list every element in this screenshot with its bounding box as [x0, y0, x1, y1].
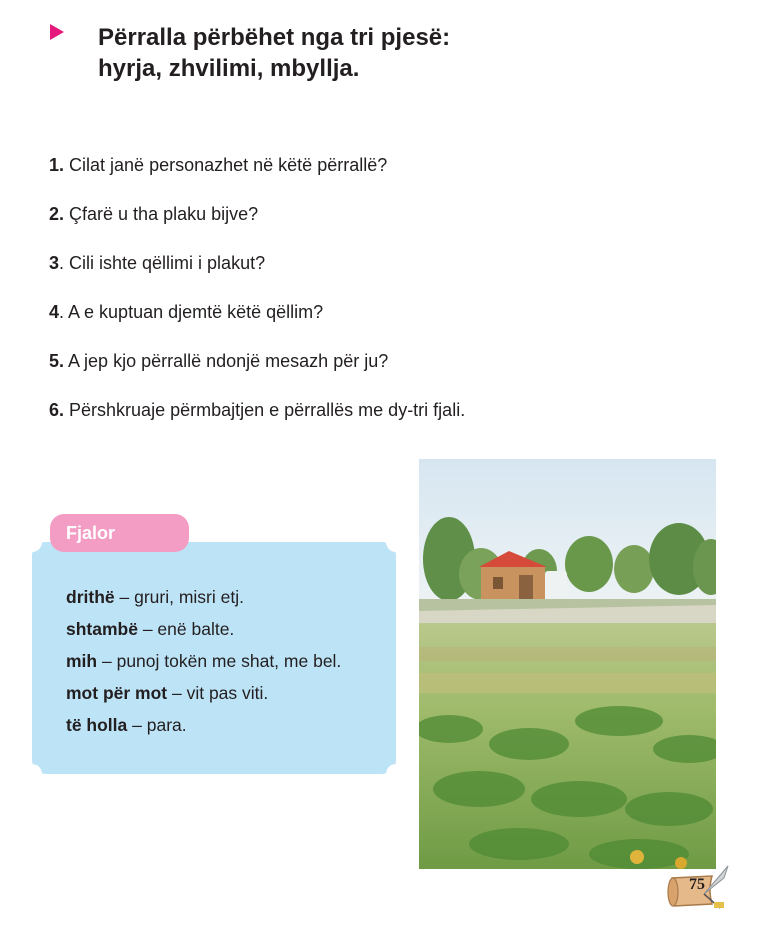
- glossary-entry: [66, 586, 341, 618]
- page-number: 75: [689, 876, 705, 893]
- title-line-1: Përralla përbëhet nga tri pjesë:: [98, 24, 451, 51]
- question-text: Cilat janë personazhet në këtë përrallë?: [69, 155, 388, 175]
- title-line-2: hyrja, zhvilimi, mbyllja.: [98, 55, 360, 82]
- farm-field-photo: [419, 459, 716, 869]
- glossary-term: mih: [66, 651, 98, 671]
- glossary-entry: [66, 714, 341, 746]
- corner-notch: [386, 764, 406, 784]
- glossary-entry: [66, 618, 341, 650]
- page-title: [98, 22, 450, 84]
- corner-notch: [386, 532, 406, 552]
- triangle-right-icon: [50, 24, 64, 40]
- glossary-definition: – vit pas viti.: [167, 683, 269, 703]
- corner-notch: [22, 764, 42, 784]
- corner-notch: [22, 532, 42, 552]
- question-number: 4: [49, 302, 60, 322]
- question-number: 5.: [49, 351, 65, 371]
- question-item: [49, 301, 465, 350]
- question-item: [49, 252, 465, 301]
- question-text: Çfarë u tha plaku bijve?: [69, 204, 259, 224]
- glossary-definition: – gruri, misri etj.: [114, 587, 244, 607]
- glossary-term: mot për mot: [66, 683, 168, 703]
- question-number: 2.: [49, 204, 65, 224]
- question-item: [49, 203, 465, 252]
- question-number: 3: [49, 253, 60, 273]
- glossary-definition: – para.: [127, 715, 187, 735]
- questions-list: [49, 154, 465, 448]
- glossary-term: të holla: [66, 715, 128, 735]
- question-text: A jep kjo përrallë ndonjë mesazh për ju?: [68, 351, 389, 371]
- question-text: . A e kuptuan djemtë këtë qëllim?: [59, 302, 324, 322]
- glossary-entry: [66, 682, 341, 714]
- glossary-term: drithë: [66, 587, 115, 607]
- question-text: Përshkruaje përmbajtjen e përrallës me dy-tri fjali.: [69, 400, 466, 420]
- question-item: [49, 399, 465, 448]
- glossary-definition: – enë balte.: [137, 619, 235, 639]
- glossary-term: shtambë: [66, 619, 138, 639]
- glossary-definition: – punoj tokën me shat, me bel.: [97, 651, 342, 671]
- question-number: 1.: [49, 155, 65, 175]
- question-text: . Cili ishte qëllimi i plakut?: [59, 253, 266, 273]
- question-item: [49, 350, 465, 399]
- glossary-entry: [66, 650, 341, 682]
- glossary-title: Fjalor: [50, 514, 189, 552]
- question-item: [49, 154, 465, 203]
- question-number: 6.: [49, 400, 65, 420]
- glossary-list: [66, 586, 341, 746]
